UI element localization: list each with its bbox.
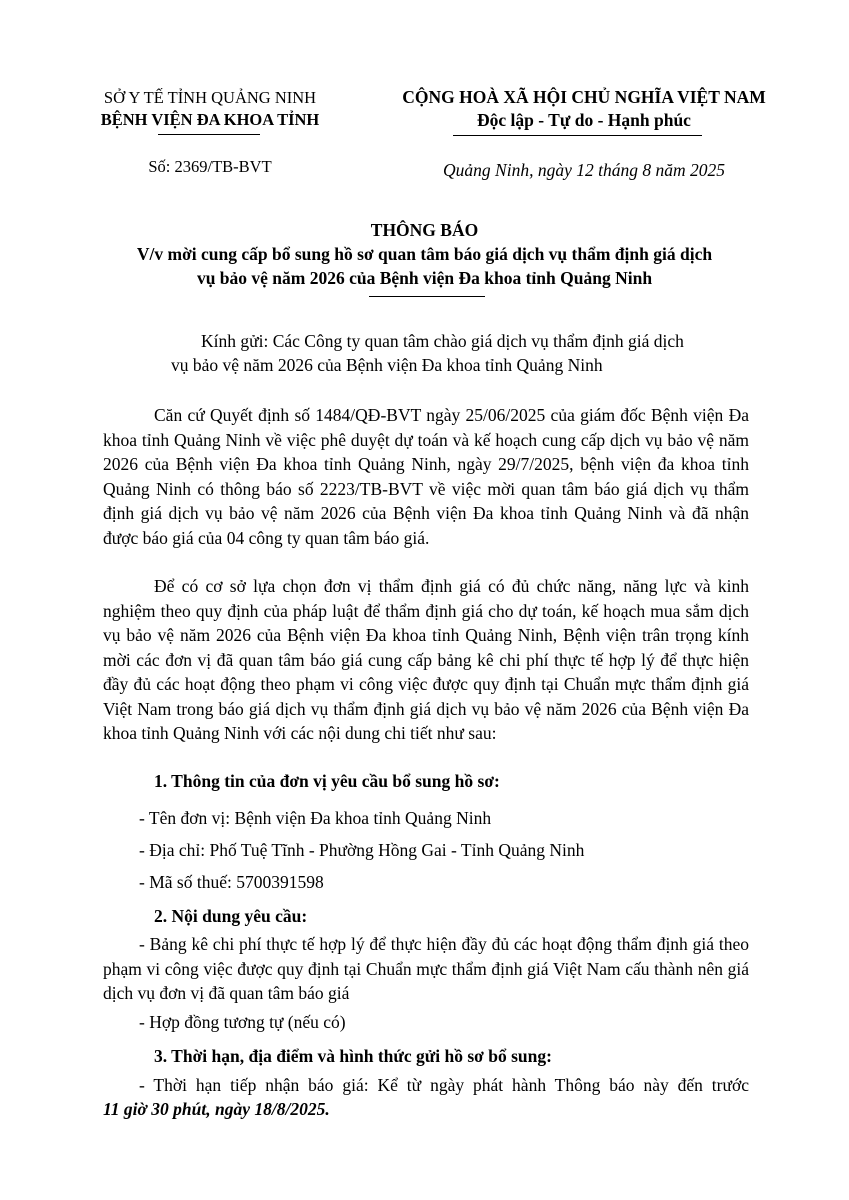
requirement-item-2: - Hợp đồng tương tự (nếu có): [139, 1012, 346, 1032]
deadline-text: - Thời hạn tiếp nhận báo giá: Kể từ ngày phát hành Thông báo này đến trước: [139, 1075, 749, 1095]
unit-address: - Địa chỉ: Phố Tuệ Tĩnh - Phường Hồng Gai - Tỉnh Quảng Ninh: [139, 840, 585, 860]
notice-title: THÔNG BÁO: [370, 220, 479, 240]
org-name-underline: [158, 134, 260, 135]
org-parent: SỞ Y TẾ TỈNH QUẢNG NINH: [103, 88, 317, 107]
title-underline: [369, 296, 485, 297]
deadline-datetime: 11 giờ 30 phút, ngày 18/8/2025.: [103, 1099, 330, 1119]
body-paragraph-1: Căn cứ Quyết định số 1484/QĐ-BVT ngày 25/06/2025 của giám đốc Bệnh viện Đa khoa tỉnh Quảng Ninh về việc phê duyệt dự toán và kế hoạch cung cấp dịch vụ bảo vệ năm 2026 của Bệnh viện Đa khoa tỉnh Quảng Ninh, ngày 29/7/2025, bệnh viện đa khoa tỉnh Quảng Ninh có thông báo số 2223/TB-BVT về việc mời quan tâm báo giá dịch vụ thẩm định giá dịch vụ bảo vệ năm 2026 của Bệnh viện Đa khoa tỉnh Quảng Ninh và đã nhận được báo giá của 04 công ty quan tâm báo giá.: [103, 405, 749, 548]
national-motto: Độc lập - Tự do - Hạnh phúc: [477, 110, 691, 130]
org-name: BỆNH VIỆN ĐA KHOA TỈNH: [100, 110, 320, 129]
section-2-heading: 2. Nội dung yêu cầu:: [154, 906, 308, 926]
unit-tax-code: - Mã số thuế: 5700391598: [139, 872, 324, 892]
section-1-heading: 1. Thông tin của đơn vị yêu cầu bổ sung hồ sơ:: [154, 771, 500, 791]
document-number: Số: 2369/TB-BVT: [148, 157, 272, 176]
recipient-line-2: vụ bảo vệ năm 2026 của Bệnh viện Đa khoa tỉnh Quảng Ninh: [171, 355, 603, 375]
country-name: CỘNG HOÀ XÃ HỘI CHỦ NGHĨA VIỆT NAM: [402, 87, 766, 107]
motto-underline: [453, 135, 702, 136]
place-date: Quảng Ninh, ngày 12 tháng 8 năm 2025: [443, 160, 725, 180]
recipient-line-1: Kính gửi: Các Công ty quan tâm chào giá dịch vụ thẩm định giá dịch: [201, 331, 684, 351]
requirement-item-1: - Bảng kê chi phí thực tế hợp lý để thực hiện đầy đủ các hoạt động thẩm định giá theo phạm vi công việc được quy định tại Chuẩn mực thẩm định giá Việt Nam cấu thành nên giá dịch vụ đơn vị đã quan tâm báo giá: [103, 934, 749, 1003]
notice-subject-line-2: vụ bảo vệ năm 2026 của Bệnh viện Đa khoa tỉnh Quảng Ninh: [196, 268, 653, 288]
notice-subject-line-1: V/v mời cung cấp bổ sung hồ sơ quan tâm báo giá dịch vụ thẩm định giá dịch: [136, 244, 713, 264]
unit-name: - Tên đơn vị: Bệnh viện Đa khoa tỉnh Quảng Ninh: [139, 808, 492, 828]
body-paragraph-2: Để có cơ sở lựa chọn đơn vị thẩm định giá có đủ chức năng, năng lực và kinh nghiệm theo quy định của pháp luật để thẩm định giá cho dự toán, kế hoạch mua sắm dịch vụ bảo vệ năm 2026 của Bệnh viện Đa khoa tỉnh Quảng Ninh, Bệnh viện trân trọng kính mời các đơn vị đã quan tâm báo giá cung cấp bảng kê chi phí thực tế hợp lý để thực hiện đầy đủ các hoạt động theo phạm vi công việc được quy định tại Chuẩn mực thẩm định giá Việt Nam trong báo giá dịch vụ thẩm định giá dịch vụ bảo vệ năm 2026 của Bệnh viện Đa khoa tỉnh Quảng Ninh với các nội dung chi tiết như sau:: [103, 576, 749, 743]
section-3-heading: 3. Thời hạn, địa điểm và hình thức gửi hồ sơ bổ sung:: [154, 1046, 552, 1066]
